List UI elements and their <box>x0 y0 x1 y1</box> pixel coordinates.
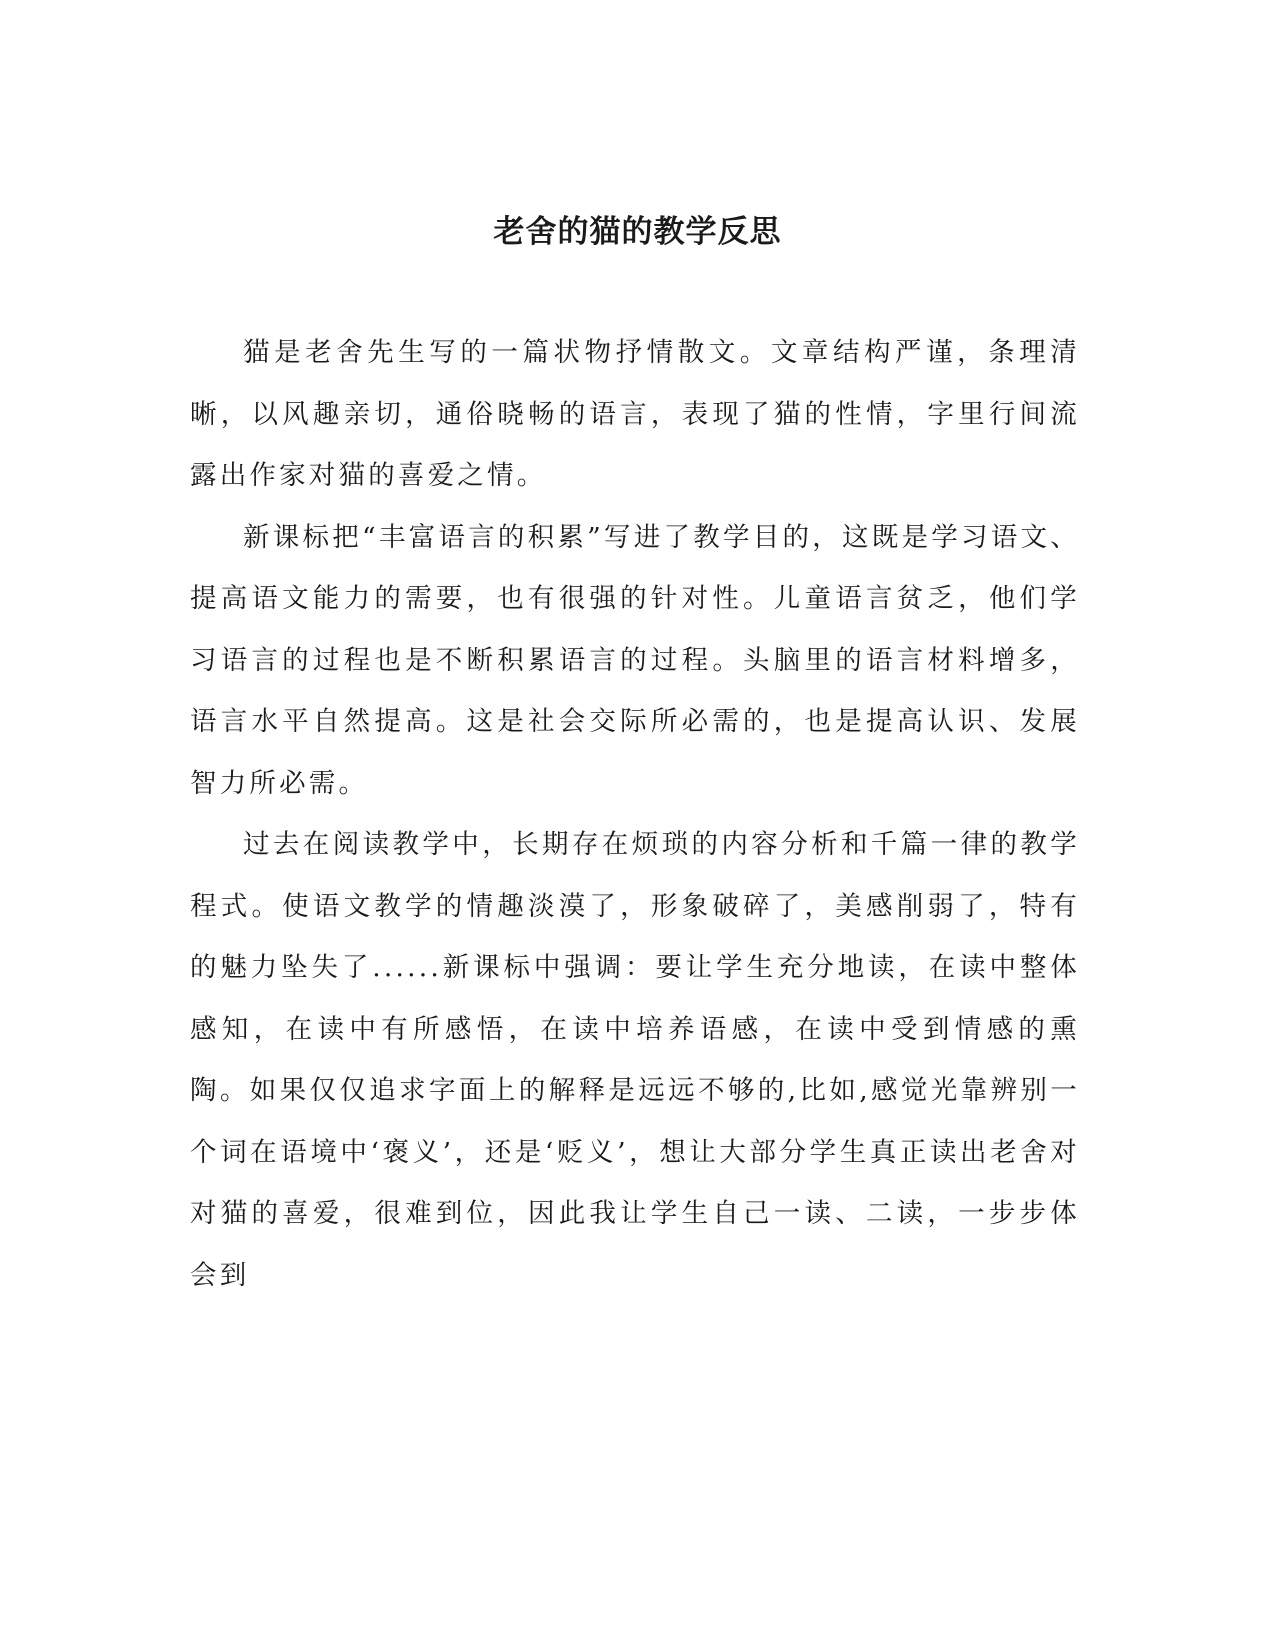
document-body <box>190 322 1080 1306</box>
paragraph-2: 新课标把“丰富语言的积累”写进了教学目的，这既是学习语文、提高语文能力的需要，也有很强的针对性。儿童语言贫乏，他们学习语言的过程也是不断积累语言的过程。头脑里的语言材料增多，语言水平自然提高。这是社会交际所必需的，也是提高认识、发展智力所必需。 <box>190 521 1080 799</box>
document-title: 老舍的猫的教学反思 <box>493 214 782 250</box>
paragraph-1: 猫是老舍先生写的一篇状物抒情散文。文章结构严谨，条理清晰，以风趣亲切，通俗晓畅的语言，表现了猫的性情，字里行间流露出作家对猫的喜爱之情。 <box>190 337 1080 491</box>
paragraph-3: 过去在阅读教学中，长期存在烦琐的内容分析和千篇一律的教学程式。使语文教学的情趣淡漠了，形象破碎了，美感削弱了，特有的魅力坠失了......新课标中强调：要让学生充分地读，在读中整体感知，在读中有所感悟，在读中培养语感，在读中受到情感的熏陶。如果仅仅追求字面上的解释是远远不够的,比如,感觉光靠辨别一个词在语境中‘褒义’，还是‘贬义’，想让大部分学生真正读出老舍对对猫的喜爱，很难到位，因此我让学生自己一读、二读，一步步体会到 <box>190 829 1080 1291</box>
